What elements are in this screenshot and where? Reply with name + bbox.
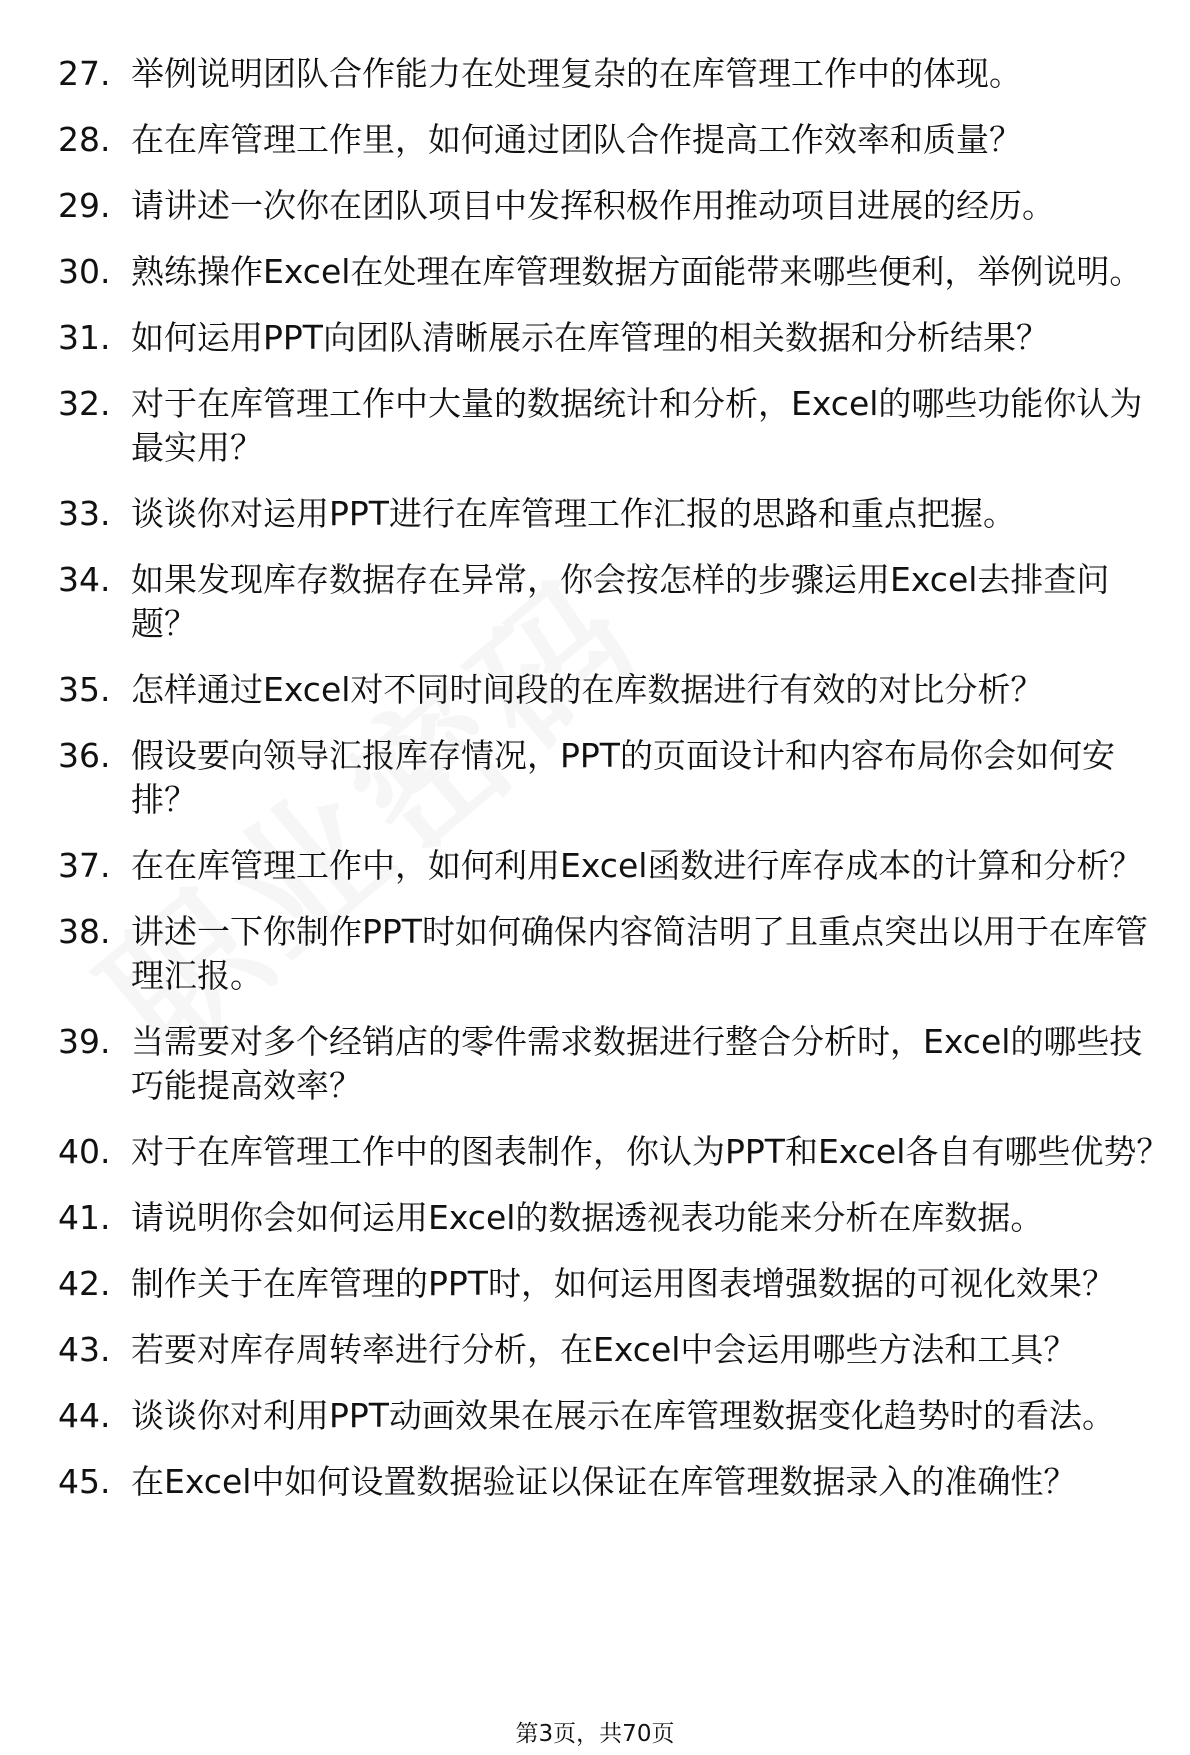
question-number: 31. bbox=[58, 318, 111, 357]
question-number: 40. bbox=[58, 1132, 111, 1171]
question-text: 举例说明团队合作能力在处理复杂的在库管理工作中的体现。 bbox=[131, 54, 1022, 93]
question-item-44 bbox=[0, 1394, 1190, 1438]
question-number: 43. bbox=[58, 1330, 111, 1369]
question-text: 请说明你会如何运用Excel的数据透视表功能来分析在库数据。 bbox=[131, 1198, 1044, 1237]
question-item-29 bbox=[0, 184, 1190, 228]
question-number: 42. bbox=[58, 1264, 111, 1303]
question-number: 27. bbox=[58, 54, 111, 93]
question-text: 制作关于在库管理的PPT时，如何运用图表增强数据的可视化效果？ bbox=[131, 1264, 1115, 1303]
question-text: 熟练操作Excel在处理在库管理数据方面能带来哪些便利，举例说明。 bbox=[131, 252, 1143, 291]
question-text: 若要对库存周转率进行分析，在Excel中会运用哪些方法和工具？ bbox=[131, 1330, 1077, 1369]
question-item-36 bbox=[0, 734, 1190, 822]
question-item-42 bbox=[0, 1262, 1190, 1306]
question-text: 谈谈你对运用PPT进行在库管理工作汇报的思路和重点把握。 bbox=[131, 494, 1016, 533]
question-number: 28. bbox=[58, 120, 111, 159]
question-text: 如果发现库存数据存在异常，你会按怎样的步骤运用Excel去排查问题？ bbox=[131, 560, 1110, 643]
question-number: 29. bbox=[58, 186, 111, 225]
question-item-28 bbox=[0, 118, 1190, 162]
question-item-40 bbox=[0, 1130, 1190, 1174]
question-number: 45. bbox=[58, 1462, 111, 1501]
question-number: 44. bbox=[58, 1396, 111, 1435]
question-item-45 bbox=[0, 1460, 1190, 1504]
question-number: 33. bbox=[58, 494, 111, 533]
question-number: 41. bbox=[58, 1198, 111, 1237]
question-number: 30. bbox=[58, 252, 111, 291]
question-number: 32. bbox=[58, 384, 111, 423]
question-text: 怎样通过Excel对不同时间段的在库数据进行有效的对比分析？ bbox=[131, 670, 1044, 709]
question-text: 谈谈你对利用PPT动画效果在展示在库管理数据变化趋势时的看法。 bbox=[131, 1396, 1115, 1435]
question-item-37 bbox=[0, 844, 1190, 888]
question-item-32 bbox=[0, 382, 1190, 470]
question-number: 39. bbox=[58, 1022, 111, 1061]
question-item-34 bbox=[0, 558, 1190, 646]
question-text: 对于在库管理工作中的图表制作，你认为PPT和Excel各自有哪些优势？ bbox=[131, 1132, 1170, 1171]
question-item-31 bbox=[0, 316, 1190, 360]
question-item-33 bbox=[0, 492, 1190, 536]
question-number: 37. bbox=[58, 846, 111, 885]
page-number-label: 第3页，共70页 bbox=[515, 1721, 675, 1747]
question-item-43 bbox=[0, 1328, 1190, 1372]
question-text: 如何运用PPT向团队清晰展示在库管理的相关数据和分析结果？ bbox=[131, 318, 1049, 357]
question-text: 讲述一下你制作PPT时如何确保内容简洁明了且重点突出以用于在库管理汇报。 bbox=[131, 912, 1148, 995]
question-number: 36. bbox=[58, 736, 111, 775]
question-text: 在在库管理工作中，如何利用Excel函数进行库存成本的计算和分析？ bbox=[131, 846, 1143, 885]
question-item-30 bbox=[0, 250, 1190, 294]
question-item-35 bbox=[0, 668, 1190, 712]
question-number: 35. bbox=[58, 670, 111, 709]
question-item-39 bbox=[0, 1020, 1190, 1108]
question-text: 在Excel中如何设置数据验证以保证在库管理数据录入的准确性？ bbox=[131, 1462, 1077, 1501]
question-text: 在在库管理工作里，如何通过团队合作提高工作效率和质量？ bbox=[131, 120, 1022, 159]
question-text: 对于在库管理工作中大量的数据统计和分析，Excel的哪些功能你认为最实用？ bbox=[131, 384, 1143, 467]
question-text: 当需要对多个经销店的零件需求数据进行整合分析时，Excel的哪些技巧能提高效率？ bbox=[131, 1022, 1143, 1105]
question-text: 假设要向领导汇报库存情况，PPT的页面设计和内容布局你会如何安排？ bbox=[131, 736, 1115, 819]
page-footer bbox=[0, 1715, 1190, 1748]
question-item-41 bbox=[0, 1196, 1190, 1240]
question-item-38 bbox=[0, 910, 1190, 998]
question-number: 34. bbox=[58, 560, 111, 599]
question-text: 请讲述一次你在团队项目中发挥积极作用推动项目进展的经历。 bbox=[131, 186, 1055, 225]
question-number: 38. bbox=[58, 912, 111, 951]
question-list bbox=[0, 52, 1190, 1526]
question-item-27 bbox=[0, 52, 1190, 96]
